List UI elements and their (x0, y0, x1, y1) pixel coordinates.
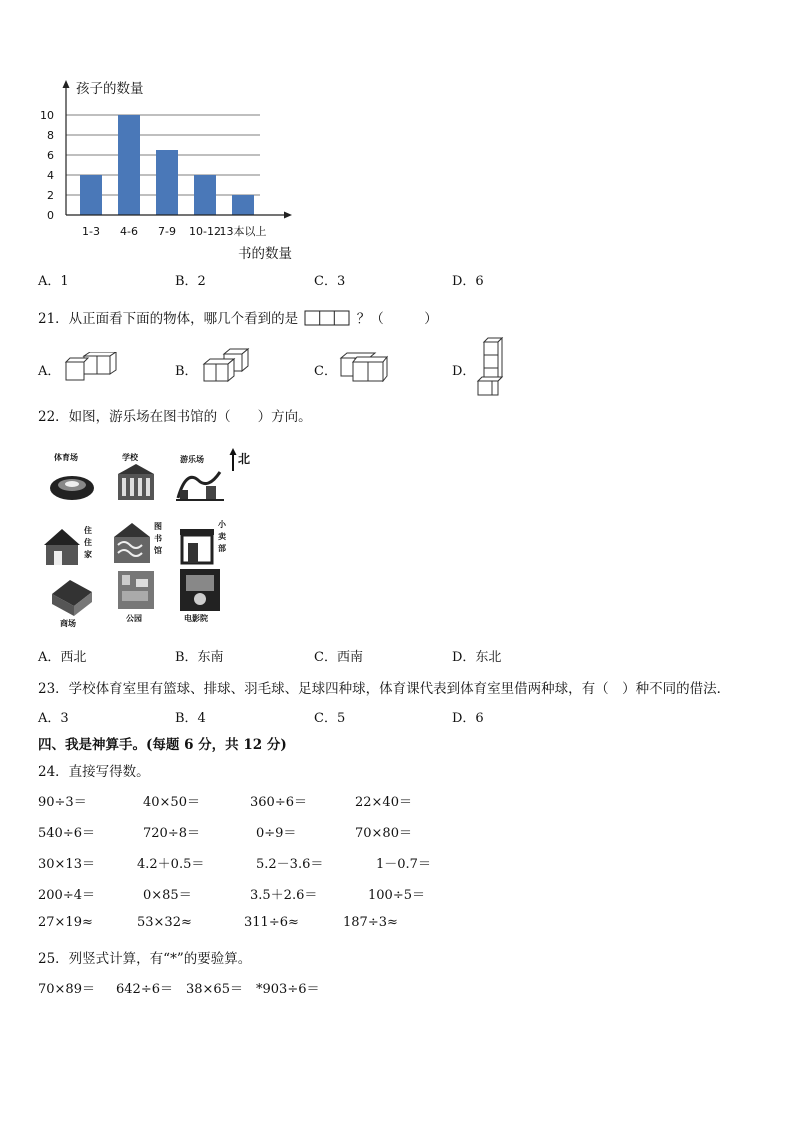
y-tick-label: 6 (47, 149, 54, 162)
park-icon (110, 567, 166, 627)
q23-option-b[interactable]: B．4 (175, 711, 206, 726)
svg-text:体育场: 体育场 (54, 453, 78, 462)
y-tick-label: 10 (40, 109, 54, 122)
svg-text:家: 家 (84, 550, 92, 559)
bar (118, 115, 140, 215)
q24-item: 100÷5＝ (368, 888, 425, 903)
svg-text:馆: 馆 (154, 546, 162, 555)
y-tick-label: 8 (47, 129, 54, 142)
cinema-icon (174, 565, 230, 625)
svg-text:住: 住 (84, 526, 92, 535)
mall-icon (46, 570, 102, 630)
q24-item: 1－0.7＝ (376, 857, 431, 872)
q24-item: 360÷6＝ (250, 795, 307, 810)
svg-text:公园: 公园 (126, 614, 142, 623)
q24-item: 3.5＋2.6＝ (250, 888, 318, 903)
y-tick-label: 0 (47, 209, 54, 222)
q21-tail: ？（ ） (356, 311, 438, 327)
section-4-heading: 四、我是神算手。(每题 6 分，共 12 分) (38, 737, 287, 753)
q21-option-d[interactable]: D． (452, 364, 476, 379)
q24-item: 0×85＝ (143, 888, 192, 903)
north-label: 北 (238, 452, 251, 466)
y-tick-label: 4 (47, 169, 54, 182)
x-tick-label: 13本以上 (219, 225, 267, 238)
q22-option-d[interactable]: D．东北 (452, 650, 502, 665)
chart-bars (80, 115, 254, 215)
q21-question (38, 307, 438, 327)
x-tick-label: 4-6 (120, 225, 138, 238)
svg-text:小: 小 (218, 520, 226, 529)
q21-text: 21．从正面看下面的物体，哪几个看到的是 (38, 311, 299, 327)
q24-item: 40×50＝ (143, 795, 200, 810)
gym-icon (46, 450, 102, 510)
q23-option-d[interactable]: D．6 (452, 711, 484, 726)
q21-option-c[interactable]: C． (314, 364, 337, 379)
x-tick-label: 7-9 (158, 225, 176, 238)
q21-option-b-cubes-icon (200, 348, 252, 384)
q25-item: 642÷6＝ (116, 982, 173, 997)
q20-option-b[interactable]: B．2 (175, 274, 206, 289)
bar-chart (30, 78, 320, 268)
svg-text:部: 部 (218, 544, 226, 553)
y-tick-labels (40, 109, 54, 222)
q24-question: 24．直接写得数。 (38, 764, 150, 780)
q23-question: 23．学校体育室里有篮球、排球、羽毛球、足球四种球，体育课代表到体育室里借两种球，有（ ）种不同的借法． (38, 681, 731, 697)
north-arrow-icon (228, 447, 254, 473)
x-tick-label: 10-12 (189, 225, 221, 238)
svg-text:游乐场: 游乐场 (180, 455, 204, 464)
q25-item: 70×89＝ (38, 982, 95, 997)
bar (194, 175, 216, 215)
q21-option-c-cubes-icon (339, 352, 391, 382)
q21-option-a-cubes-icon (62, 352, 120, 382)
bar (156, 150, 178, 215)
bar (80, 175, 102, 215)
q24-item: 5.2－3.6＝ (256, 857, 324, 872)
q22-option-a[interactable]: A．西北 (38, 650, 87, 665)
q21-option-a[interactable]: A． (38, 364, 61, 379)
q24-item: 27×19≈ (38, 915, 93, 930)
q22-option-c[interactable]: C．西南 (314, 650, 363, 665)
x-axis-arrow (284, 212, 292, 219)
q20-option-c[interactable]: C．3 (314, 274, 346, 289)
q20-option-d[interactable]: D．6 (452, 274, 484, 289)
amusement-park-icon (172, 450, 228, 510)
q24-item: 311÷6≈ (244, 915, 299, 930)
q22-option-b[interactable]: B．东南 (175, 650, 224, 665)
y-axis-label: 孩子的数量 (76, 81, 144, 97)
q24-item: 70×80＝ (355, 826, 412, 841)
school-icon (110, 450, 166, 510)
q24-item: 53×32≈ (137, 915, 192, 930)
q24-item: 22×40＝ (355, 795, 412, 810)
q23-option-c[interactable]: C．5 (314, 711, 346, 726)
y-axis-arrow (63, 80, 70, 88)
x-tick-label: 1-3 (82, 225, 100, 238)
home-icon (40, 515, 96, 575)
svg-text:住: 住 (84, 538, 92, 547)
q25-item: 38×65＝ (186, 982, 243, 997)
q22-question: 22．如图，游乐场在图书馆的（ ）方向。 (38, 409, 312, 425)
x-axis-label: 书的数量 (238, 246, 292, 262)
bar (232, 195, 254, 215)
q24-item: 540÷6＝ (38, 826, 95, 841)
x-tick-labels (82, 224, 266, 238)
q24-item: 187÷3≈ (343, 915, 398, 930)
svg-text:学校: 学校 (122, 453, 138, 462)
q21-option-b[interactable]: B． (175, 364, 198, 379)
q24-item: 30×13＝ (38, 857, 95, 872)
q24-item: 90÷3＝ (38, 795, 87, 810)
svg-text:商场: 商场 (60, 619, 76, 628)
svg-text:图: 图 (154, 522, 162, 531)
q22-map (38, 445, 263, 628)
svg-text:电影院: 电影院 (184, 614, 208, 623)
q24-item: 0÷9＝ (256, 826, 297, 841)
library-icon (108, 515, 164, 575)
svg-text:卖: 卖 (218, 532, 226, 541)
q21-option-d-cubes-icon (476, 337, 508, 399)
q25-item: *903÷6＝ (256, 982, 320, 997)
q24-item: 4.2＋0.5＝ (137, 857, 205, 872)
q20-option-a[interactable]: A．1 (38, 274, 69, 289)
y-tick-label: 2 (47, 189, 54, 202)
q24-item: 200÷4＝ (38, 888, 95, 903)
svg-text:书: 书 (154, 534, 162, 543)
q23-option-a[interactable]: A．3 (38, 711, 69, 726)
q25-question: 25．列竖式计算，有“*”的要验算。 (38, 951, 252, 967)
q24-item: 720÷8＝ (143, 826, 200, 841)
q21-target-view-icon (304, 310, 350, 326)
